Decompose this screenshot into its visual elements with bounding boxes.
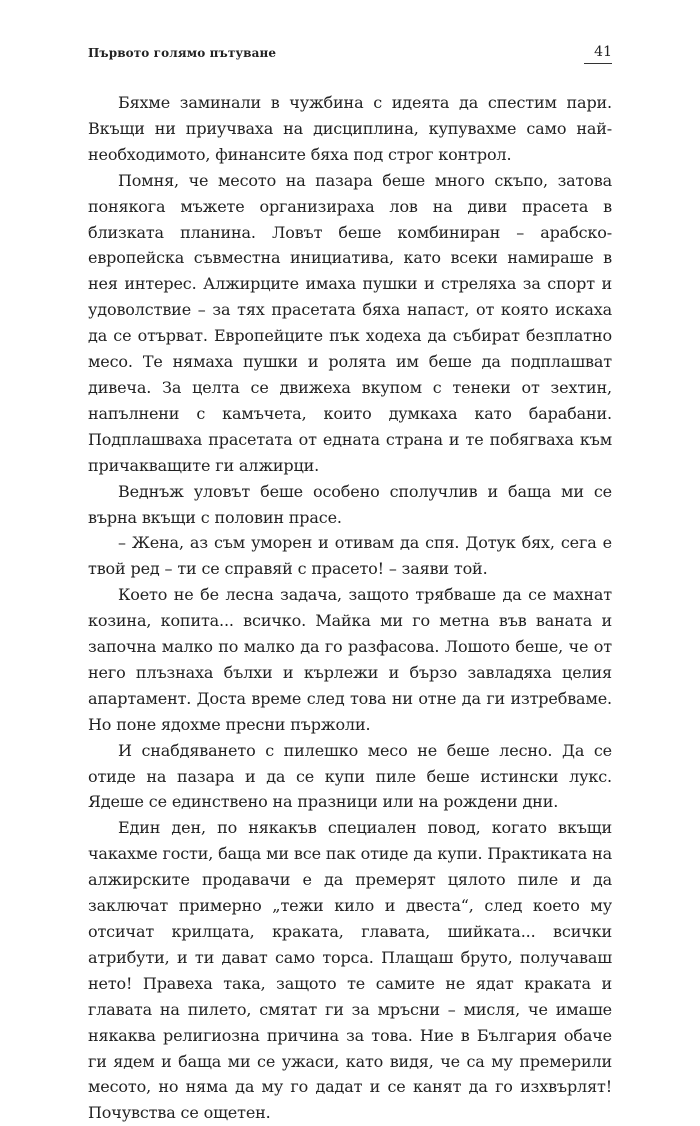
paragraph: И снабдяването с пилешко месо не беше лесно. Да се отиде на пазара и да се купи пиле беше истински лукс. Ядеше се единствено на празници или на рождени дни. — [88, 740, 612, 812]
paragraph: Което не бе лесна задача, защото трябваше да се махнат козина, копита... всичко. Майка ми го метна във ваната и започна малко по малко да го разфасова. Лошото беше, че от него плъзнаха бълхи и кърлежи и бързо завладяха целия апартамент. Доста време след това ни отне да ги изтребваме. Но поне ядохме пресни пържоли. — [88, 585, 612, 734]
running-title: Първото голямо пътуване — [88, 46, 277, 60]
header-rule — [584, 63, 612, 64]
body-text — [88, 90, 612, 1126]
paragraph: Един ден, по някакъв специален повод, когато вкъщи чакахме гости, баща ми все пак отиде да купи. Практиката на алжирските продавачи е да премерят цялото пиле и да заключат примерно „тежи кило и двеста“, след което му отсичат крилцата, краката, главата, шийката... всички атрибути, и ти дават само торса. Плащаш бруто, получаваш нето! Правеха така, защото те самите не ядат краката и главата на пилето, смятат ги за мръсни – мисля, че имаше някаква религиозна причина за това. Ние в България обаче ги ядем и баща ми се ужаси, като видя, че са му премерили месото, но няма да му го дадат и се канят да го изхвърлят! Почувства се ощетен. — [88, 818, 612, 1123]
paragraph: Бяхме заминали в чужбина с идеята да спестим пари. Вкъщи ни приучваха на дисциплина, купувахме само най-необходимото, финансите бяха под строг контрол. — [88, 93, 612, 164]
paragraph: – Жена, аз съм уморен и отивам да спя. Дотук бях, сега е твой ред – ти се справяй с прасето! – заяви той. — [88, 533, 612, 579]
paragraph: Веднъж уловът беше особено сполучлив и баща ми се върна вкъщи с половин прасе. — [88, 481, 612, 527]
running-head — [88, 44, 612, 68]
paragraph: Помня, че месото на пазара беше много скъпо, затова понякога мъжете организираха лов на диви прасета в близката планина. Ловът беше комбиниран – арабско-европейска съвместна инициатива, като всеки намираше в нея интерес. Алжирците имаха пушки и стреляха за спорт и удоволствие – за тях прасетата бяха напаст, от която искаха да се отърват. Европейците пък ходеха да събират безплатно месо. Те нямаха пушки и ролята им беше да подплашват дивеча. За целта се движеха вкупом с тенеки от зехтин, напълнени с камъчета, които думкаха като барабани. Подплашваха прасетата от едната страна и те побягваха към причакващите ги алжирци. — [88, 170, 612, 475]
page-number: 41 — [594, 44, 612, 60]
